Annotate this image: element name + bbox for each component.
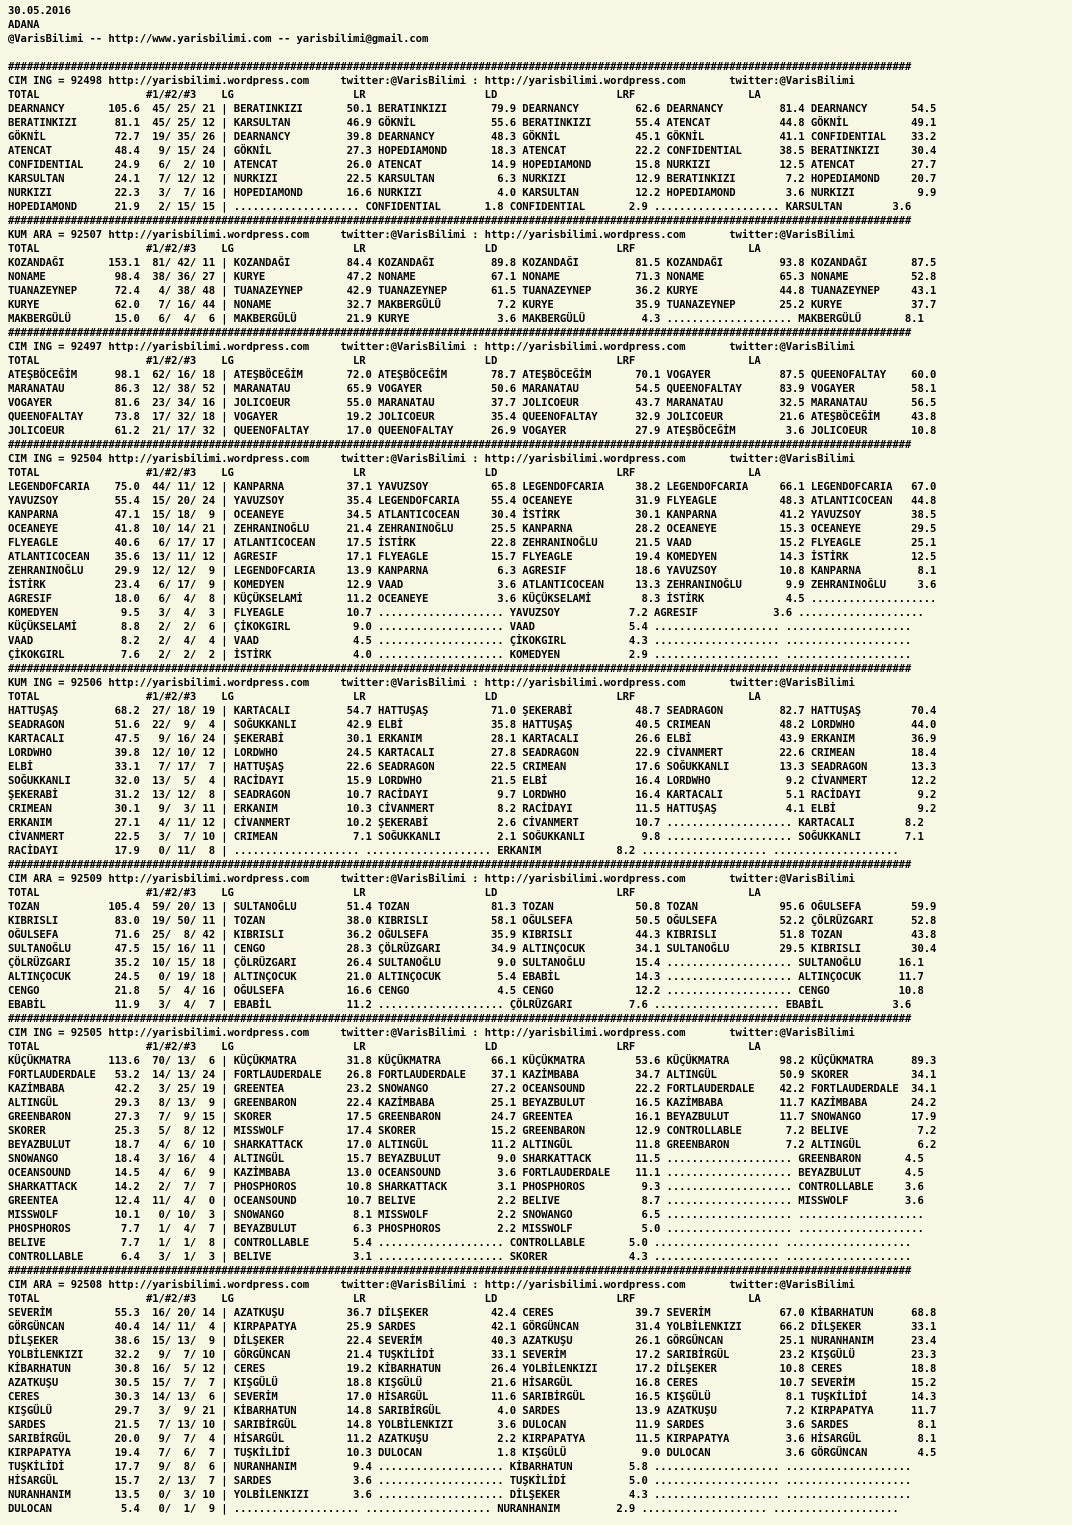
table-row: OCEANEYE 41.8 10/ 14/ 21 | ZEHRANINOĞLU 21.4 ZEHRANINOĞLU 25.5 KANPARNA 28.2 OCEANEYE 15.3 OCEANEYE 29.5 xyxy=(8,523,937,535)
table-row: HİSARGÜL 15.7 2/ 13/ 7 | SARDES 3.6 .................... TUŞKİLİDİ 5.0 .................... .................... xyxy=(8,1475,912,1487)
table-row: SEADRAGON 51.6 22/ 9/ 4 | SOĞUKKANLI 42.9 ELBİ 35.8 HATTUŞAŞ 40.5 CRIMEAN 48.2 LORDWHO 44.0 xyxy=(8,719,937,731)
table-row: FLYEAGLE 40.6 6/ 17/ 17 | ATLANTICOCEAN 17.5 İSTİRK 22.8 ZEHRANINOĞLU 21.5 VAAD 15.2 FLYEAGLE 25.1 xyxy=(8,537,937,549)
table-row: SEVERİM 55.3 16/ 20/ 14 | AZATKUŞU 36.7 DİLŞEKER 42.4 CERES 39.7 SEVERİM 67.0 KİBARHATUN 68.8 xyxy=(8,1307,937,1319)
table-row: ALTINGÜL 29.3 8/ 13/ 9 | GREENBARON 22.4 KAZİMBABA 25.1 BEYAZBULUT 16.5 KAZİMBABA 11.7 KAZİMBABA 24.2 xyxy=(8,1097,937,1109)
table-row: DULOCAN 5.4 0/ 1/ 9 | .................... .................... NURANHANIM 2.9 .................... .................... xyxy=(8,1503,899,1515)
table-row: CERES 30.3 14/ 13/ 6 | SEVERİM 17.0 HİSARGÜL 11.6 SARIBİRGÜL 16.5 KIŞGÜLÜ 8.1 TUŞKİLİDİ 14.3 xyxy=(8,1391,937,1403)
section-column-header: TOTAL #1/#2/#3 LG LR LD LRF LA xyxy=(8,243,761,255)
table-row: SHARKATTACK 14.2 2/ 7/ 7 | PHOSPHOROS 10.8 SHARKATTACK 3.1 PHOSPHOROS 9.3 .................... CONTROLLABLE 3.6 xyxy=(8,1181,924,1193)
table-row: TUŞKİLİDİ 17.7 9/ 8/ 6 | NURANHANIM 9.4 .................... KİBARHATUN 5.8 .................... .................... xyxy=(8,1461,912,1473)
section-column-header: TOTAL #1/#2/#3 LG LR LD LRF LA xyxy=(8,1293,761,1305)
section-column-header: TOTAL #1/#2/#3 LG LR LD LRF LA xyxy=(8,355,761,367)
table-row: CİVANMERT 22.5 3/ 7/ 10 | CRIMEAN 7.1 SOĞUKKANLI 2.1 SOĞUKKANLI 9.8 .................... SOĞUKKANLI 7.1 xyxy=(8,831,924,843)
table-row: KÜÇÜKMATRA 113.6 70/ 13/ 6 | KÜÇÜKMATRA 31.8 KÜÇÜKMATRA 66.1 KÜÇÜKMATRA 53.6 KÜÇÜKMATRA 98.2 KÜÇÜKMATRA 89.3 xyxy=(8,1055,937,1067)
section-column-header: TOTAL #1/#2/#3 LG LR LD LRF LA xyxy=(8,691,761,703)
table-row: CRIMEAN 30.1 9/ 3/ 11 | ERKANIM 10.3 CİVANMERT 8.2 RACİDAYI 11.5 HATTUŞAŞ 4.1 ELBİ 9.2 xyxy=(8,803,937,815)
table-row: KIRPAPATYA 19.4 7/ 6/ 7 | TUŞKİLİDİ 10.3 DULOCAN 1.8 KIŞGÜLÜ 9.0 DULOCAN 3.6 GÖRGÜNCAN 4.5 xyxy=(8,1447,937,1459)
table-row: PHOSPHOROS 7.7 1/ 4/ 7 | BEYAZBULUT 6.3 PHOSPHOROS 2.2 MISSWOLF 5.0 .................... .................... xyxy=(8,1223,924,1235)
table-row: BELIVE 7.7 1/ 1/ 8 | CONTROLLABLE 5.4 .................... CONTROLLABLE 5.0 .................... .................... xyxy=(8,1237,912,1249)
table-row: RACİDAYI 17.9 0/ 11/ 8 | .................... .................... ERKANIM 8.2 .................... .................... xyxy=(8,845,899,857)
section-separator: ################################################################################################################################################ xyxy=(8,859,912,871)
table-row: SARDES 21.5 7/ 13/ 10 | SARIBİRGÜL 14.8 YOLBİLENKIZI 3.6 DULOCAN 11.9 SARDES 3.6 SARDES 8.1 xyxy=(8,1419,937,1431)
table-row: ERKANIM 27.1 4/ 11/ 12 | CİVANMERT 10.2 ŞEKERABİ 2.6 CİVANMERT 10.7 .................... KARTACALI 8.2 xyxy=(8,817,924,829)
table-row: DİLŞEKER 38.6 15/ 13/ 9 | DİLŞEKER 22.4 SEVERİM 40.3 AZATKUŞU 26.1 GÖRGÜNCAN 25.1 NURANHANIM 23.4 xyxy=(8,1335,937,1347)
report-contact: @VarisBilimi -- http://www.yarisbilimi.com -- yarisbilimi@gmail.com xyxy=(8,33,429,45)
table-row: KOMEDYEN 9.5 3/ 4/ 3 | FLYEAGLE 10.7 .................... YAVUZSOY 7.2 AGRESIF 3.6 .................... xyxy=(8,607,924,619)
table-row: ATLANTICOCEAN 35.6 13/ 11/ 12 | AGRESIF 17.1 FLYEAGLE 15.7 FLYEAGLE 19.4 KOMEDYEN 14.3 İSTİRK 12.5 xyxy=(8,551,937,563)
table-row: FORTLAUDERDALE 53.2 14/ 13/ 24 | FORTLAUDERDALE 26.8 FORTLAUDERDALE 37.1 KAZİMBABA 34.7 ALTINGÜL 50.9 SKORER 34.1 xyxy=(8,1069,937,1081)
table-row: VOGAYER 81.6 23/ 34/ 16 | JOLICOEUR 55.0 MARANATAU 37.7 JOLICOEUR 43.7 MARANATAU 32.5 MARANATAU 56.5 xyxy=(8,397,937,409)
table-row: GÖRGÜNCAN 40.4 14/ 11/ 4 | KIRPAPATYA 25.9 SARDES 42.1 GÖRGÜNCAN 31.4 YOLBİLENKIZI 66.2 DİLŞEKER 33.1 xyxy=(8,1321,937,1333)
section-title: CIM ARA = 92508 http://yarisbilimi.wordpress.com twitter:@VarisBilimi : http://yarisbilimi.wordpress.com twitter:@VarisBilimi xyxy=(8,1279,855,1291)
section-title: CIM ING = 92497 http://yarisbilimi.wordpress.com twitter:@VarisBilimi : http://yarisbilimi.wordpress.com twitter:@VarisBilimi xyxy=(8,341,855,353)
table-row: EBABİL 11.9 3/ 4/ 7 | EBABİL 11.2 .................... ÇÖLRÜZGARI 7.6 .................... EBABİL 3.6 xyxy=(8,999,912,1011)
table-row: SULTANOĞLU 47.5 15/ 16/ 11 | CENGO 28.3 ÇÖLRÜZGARI 34.9 ALTINÇOCUK 34.1 SULTANOĞLU 29.5 KIBRISLI 30.4 xyxy=(8,943,937,955)
table-row: NURANHANIM 13.5 0/ 3/ 10 | YOLBİLENKIZI 3.6 .................... DİLŞEKER 4.3 .................... .................... xyxy=(8,1489,912,1501)
table-row: ŞEKERABİ 31.2 13/ 12/ 8 | SEADRAGON 10.7 RACİDAYI 9.7 LORDWHO 16.4 KARTACALI 5.1 RACİDAYI 9.2 xyxy=(8,789,937,801)
blank-line xyxy=(8,46,1072,60)
section-separator: ################################################################################################################################################ xyxy=(8,663,912,675)
table-row: ZEHRANINOĞLU 29.9 12/ 12/ 9 | LEGENDOFCARIA 13.9 KANPARNA 6.3 AGRESIF 18.6 YAVUZSOY 10.8 KANPARNA 8.1 xyxy=(8,565,937,577)
table-row: ÇÖLRÜZGARI 35.2 10/ 15/ 18 | ÇÖLRÜZGARI 26.4 SULTANOĞLU 9.0 SULTANOĞLU 15.4 .................... SULTANOĞLU 16.1 xyxy=(8,957,924,969)
table-row: SNOWANGO 18.4 3/ 16/ 4 | ALTINGÜL 15.7 BEYAZBULUT 9.0 SHARKATTACK 11.5 .................... GREENBARON 4.5 xyxy=(8,1153,924,1165)
section-title: CIM ING = 92504 http://yarisbilimi.wordpress.com twitter:@VarisBilimi : http://yarisbilimi.wordpress.com twitter:@VarisBilimi xyxy=(8,453,855,465)
table-row: MISSWOLF 10.1 0/ 10/ 3 | SNOWANGO 8.1 MISSWOLF 2.2 SNOWANGO 6.5 .................... .................... xyxy=(8,1209,924,1221)
table-row: İSTİRK 23.4 6/ 17/ 9 | KOMEDYEN 12.9 VAAD 3.6 ATLANTICOCEAN 13.3 ZEHRANINOĞLU 9.9 ZEHRANINOĞLU 3.6 xyxy=(8,579,937,591)
table-row: KİBARHATUN 30.8 16/ 5/ 12 | CERES 19.2 KİBARHATUN 26.4 YOLBİLENKIZI 17.2 DİLŞEKER 10.8 CERES 18.8 xyxy=(8,1363,937,1375)
report-city: ADANA xyxy=(8,19,40,31)
table-row: ELBİ 33.1 7/ 17/ 7 | HATTUŞAŞ 22.6 SEADRAGON 22.5 CRIMEAN 17.6 SOĞUKKANLI 13.3 SEADRAGON 13.3 xyxy=(8,761,937,773)
table-row: KAZİMBABA 42.2 3/ 25/ 19 | GREENTEA 23.2 SNOWANGO 27.2 OCEANSOUND 22.2 FORTLAUDERDALE 42.2 FORTLAUDERDALE 34.1 xyxy=(8,1083,937,1095)
section-separator: ################################################################################################################################################ xyxy=(8,1265,912,1277)
section-column-header: TOTAL #1/#2/#3 LG LR LD LRF LA xyxy=(8,467,761,479)
section-title: CIM ARA = 92509 http://yarisbilimi.wordpress.com twitter:@VarisBilimi : http://yarisbilimi.wordpress.com twitter:@VarisBilimi xyxy=(8,873,855,885)
table-row: SOĞUKKANLI 32.0 13/ 5/ 4 | RACİDAYI 15.9 LORDWHO 21.5 ELBİ 16.4 LORDWHO 9.2 CİVANMERT 12.2 xyxy=(8,775,937,787)
section-separator: ################################################################################################################################################ xyxy=(8,439,912,451)
section-column-header: TOTAL #1/#2/#3 LG LR LD LRF LA xyxy=(8,887,761,899)
report-date: 30.05.2016 xyxy=(8,5,71,17)
table-row: KURYE 62.0 7/ 16/ 44 | NONAME 32.7 MAKBERGÜLÜ 7.2 KURYE 35.9 TUANAZEYNEP 25.2 KURYE 37.7 xyxy=(8,299,937,311)
section-column-header: TOTAL #1/#2/#3 LG LR LD LRF LA xyxy=(8,89,761,101)
section-title: KUM ING = 92506 http://yarisbilimi.wordpress.com twitter:@VarisBilimi : http://yarisbilimi.wordpress.com twitter:@VarisBilimi xyxy=(8,677,855,689)
table-row: NURKIZI 22.3 3/ 7/ 16 | HOPEDIAMOND 16.6 NURKIZI 4.0 KARSULTAN 12.2 HOPEDIAMOND 3.6 NURKIZI 9.9 xyxy=(8,187,937,199)
table-row: BERATINKIZI 81.1 45/ 25/ 12 | KARSULTAN 46.9 GÖKNİL 55.6 BERATINKIZI 55.4 ATENCAT 44.8 GÖKNİL 49.1 xyxy=(8,117,937,129)
table-row: YOLBİLENKIZI 32.2 9/ 7/ 10 | GÖRGÜNCAN 21.4 TUŞKİLİDİ 33.1 SEVERİM 17.2 SARIBİRGÜL 23.2 KIŞGÜLÜ 23.3 xyxy=(8,1349,937,1361)
section-separator: ################################################################################################################################################ xyxy=(8,327,912,339)
table-row: QUEENOFALTAY 73.8 17/ 32/ 18 | VOGAYER 19.2 JOLICOEUR 35.4 QUEENOFALTAY 32.9 JOLICOEUR 21.6 ATEŞBÖCEĞİM 43.8 xyxy=(8,411,937,423)
table-row: YAVUZSOY 55.4 15/ 20/ 24 | YAVUZSOY 35.4 LEGENDOFCARIA 55.4 OCEANEYE 31.9 FLYEAGLE 48.3 ATLANTICOCEAN 44.8 xyxy=(8,495,937,507)
table-row: KIŞGÜLÜ 29.7 3/ 9/ 21 | KİBARHATUN 14.8 SARIBİRGÜL 4.0 SARDES 13.9 AZATKUŞU 7.2 KIRPAPATYA 11.7 xyxy=(8,1405,937,1417)
table-row: CONFIDENTIAL 24.9 6/ 2/ 10 | ATENCAT 26.0 ATENCAT 14.9 HOPEDIAMOND 15.8 NURKIZI 12.5 ATENCAT 27.7 xyxy=(8,159,937,171)
table-row: DEARNANCY 105.6 45/ 25/ 21 | BERATINKIZI 50.1 BERATINKIZI 79.9 DEARNANCY 62.6 DEARNANCY 81.4 DEARNANCY 54.5 xyxy=(8,103,937,115)
table-row: MARANATAU 86.3 12/ 38/ 52 | MARANATAU 65.9 VOGAYER 50.6 MARANATAU 54.5 QUEENOFALTAY 83.9 VOGAYER 58.1 xyxy=(8,383,937,395)
section-separator: ################################################################################################################################################ xyxy=(8,215,912,227)
table-row: TUANAZEYNEP 72.4 4/ 38/ 48 | TUANAZEYNEP 42.9 TUANAZEYNEP 61.5 TUANAZEYNEP 36.2 KURYE 44.8 TUANAZEYNEP 43.1 xyxy=(8,285,937,297)
table-row: GÖKNİL 72.7 19/ 35/ 26 | DEARNANCY 39.8 DEARNANCY 48.3 GÖKNİL 45.1 GÖKNİL 41.1 CONFIDENTIAL 33.2 xyxy=(8,131,937,143)
table-row: JOLICOEUR 61.2 21/ 17/ 32 | QUEENOFALTAY 17.0 QUEENOFALTAY 26.9 VOGAYER 27.9 ATEŞBÖCEĞİM 3.6 JOLICOEUR 10.8 xyxy=(8,425,937,437)
table-row: ATENCAT 48.4 9/ 15/ 24 | GÖKNİL 27.3 HOPEDIAMOND 18.3 ATENCAT 22.2 CONFIDENTIAL 38.5 BERATINKIZI 30.4 xyxy=(8,145,937,157)
table-row: KARSULTAN 24.1 7/ 12/ 12 | NURKIZI 22.5 KARSULTAN 6.3 NURKIZI 12.9 BERATINKIZI 7.2 HOPEDIAMOND 20.7 xyxy=(8,173,937,185)
section-column-header: TOTAL #1/#2/#3 LG LR LD LRF LA xyxy=(8,1041,761,1053)
table-row: KÜÇÜKSELAMİ 8.8 2/ 2/ 6 | ÇİKOKGIRL 9.0 .................... VAAD 5.4 .................... .................... xyxy=(8,621,912,633)
table-row: CENGO 21.8 5/ 4/ 16 | OĞULSEFA 16.6 CENGO 4.5 CENGO 12.2 .................... CENGO 10.8 xyxy=(8,985,924,997)
table-row: KOZANDAĞI 153.1 81/ 42/ 11 | KOZANDAĞI 84.4 KOZANDAĞI 89.8 KOZANDAĞI 81.5 KOZANDAĞI 93.8 KOZANDAĞI 87.5 xyxy=(8,257,937,269)
table-row: GREENBARON 27.3 7/ 9/ 15 | SKORER 17.5 GREENBARON 24.7 GREENTEA 16.1 BEYAZBULUT 11.7 SNOWANGO 17.9 xyxy=(8,1111,937,1123)
table-row: SARIBİRGÜL 20.0 9/ 7/ 4 | HİSARGÜL 11.2 AZATKUŞU 2.2 KIRPAPATYA 11.5 KIRPAPATYA 3.6 HİSARGÜL 8.1 xyxy=(8,1433,937,1445)
table-row: GREENTEA 12.4 11/ 4/ 0 | OCEANSOUND 10.7 BELIVE 2.2 BELIVE 8.7 .................... MISSWOLF 3.6 xyxy=(8,1195,924,1207)
section-separator: ################################################################################################################################################ xyxy=(8,1013,912,1025)
table-row: CONTROLLABLE 6.4 3/ 1/ 3 | BELIVE 3.1 .................... SKORER 4.3 .................... .................... xyxy=(8,1251,912,1263)
section-separator: ################################################################################################################################################ xyxy=(8,61,912,73)
table-row: OCEANSOUND 14.5 4/ 6/ 9 | KAZİMBABA 13.0 OCEANSOUND 3.6 FORTLAUDERDALE 11.1 .................... BEYAZBULUT 4.5 xyxy=(8,1167,924,1179)
table-row: LEGENDOFCARIA 75.0 44/ 11/ 12 | KANPARNA 37.1 YAVUZSOY 65.8 LEGENDOFCARIA 38.2 LEGENDOFCARIA 66.1 LEGENDOFCARIA 67.0 xyxy=(8,481,937,493)
table-row: VAAD 8.2 2/ 4/ 4 | VAAD 4.5 .................... ÇİKOKGIRL 4.3 .................... .................... xyxy=(8,635,912,647)
section-title: CIM ING = 92498 http://yarisbilimi.wordpress.com twitter:@VarisBilimi : http://yarisbilimi.wordpress.com twitter:@VarisBilimi xyxy=(8,75,855,87)
table-row: ATEŞBÖCEĞİM 98.1 62/ 16/ 18 | ATEŞBÖCEĞİM 72.0 ATEŞBÖCEĞİM 78.7 ATEŞBÖCEĞİM 70.1 VOGAYER 87.5 QUEENOFALTAY 60.0 xyxy=(8,369,937,381)
table-row: OĞULSEFA 71.6 25/ 8/ 42 | KIBRISLI 36.2 OĞULSEFA 35.9 KIBRISLI 44.3 KIBRISLI 51.8 TOZAN 43.8 xyxy=(8,929,937,941)
table-row: ÇİKOKGIRL 7.6 2/ 2/ 2 | İSTİRK 4.0 .................... KOMEDYEN 2.9 .................... .................... xyxy=(8,649,912,661)
section-title: CIM ING = 92505 http://yarisbilimi.wordpress.com twitter:@VarisBilimi : http://yarisbilimi.wordpress.com twitter:@VarisBilimi xyxy=(8,1027,855,1039)
table-row: AGRESIF 18.0 6/ 4/ 8 | KÜÇÜKSELAMİ 11.2 OCEANEYE 3.6 KÜÇÜKSELAMİ 8.3 İSTİRK 4.5 .................... xyxy=(8,593,937,605)
table-row: KIBRISLI 83.0 19/ 50/ 11 | TOZAN 38.0 KIBRISLI 58.1 OĞULSEFA 50.5 OĞULSEFA 52.2 ÇÖLRÜZGARI 52.8 xyxy=(8,915,937,927)
table-row: SKORER 25.3 5/ 8/ 12 | MISSWOLF 17.4 SKORER 15.2 GREENBARON 12.9 CONTROLLABLE 7.2 BELIVE 7.2 xyxy=(8,1125,937,1137)
table-row: HATTUŞAŞ 68.2 27/ 18/ 19 | KARTACALI 54.7 HATTUŞAŞ 71.0 ŞEKERABİ 48.7 SEADRAGON 82.7 HATTUŞAŞ 70.4 xyxy=(8,705,937,717)
table-row: KANPARNA 47.1 15/ 18/ 9 | OCEANEYE 34.5 ATLANTICOCEAN 30.4 İSTİRK 30.1 KANPARNA 41.2 YAVUZSOY 38.5 xyxy=(8,509,937,521)
table-row: LORDWHO 39.8 12/ 10/ 12 | LORDWHO 24.5 KARTACALI 27.8 SEADRAGON 22.9 CİVANMERT 22.6 CRIMEAN 18.4 xyxy=(8,747,937,759)
table-row: NONAME 98.4 38/ 36/ 27 | KURYE 47.2 NONAME 67.1 NONAME 71.3 NONAME 65.3 NONAME 52.8 xyxy=(8,271,937,283)
table-row: TOZAN 105.4 59/ 20/ 13 | SULTANOĞLU 51.4 TOZAN 81.3 TOZAN 50.8 TOZAN 95.6 OĞULSEFA 59.9 xyxy=(8,901,937,913)
table-row: KARTACALI 47.5 9/ 16/ 24 | ŞEKERABİ 30.1 ERKANIM 28.1 KARTACALI 26.6 ELBİ 43.9 ERKANIM 36.9 xyxy=(8,733,937,745)
table-row: AZATKUŞU 30.5 15/ 7/ 7 | KIŞGÜLÜ 18.8 KIŞGÜLÜ 21.6 HİSARGÜL 16.8 CERES 10.7 SEVERİM 15.2 xyxy=(8,1377,937,1389)
section-title: KUM ARA = 92507 http://yarisbilimi.wordpress.com twitter:@VarisBilimi : http://yarisbilimi.wordpress.com twitter:@VarisBilimi xyxy=(8,229,855,241)
table-row: MAKBERGÜLÜ 15.0 6/ 4/ 6 | MAKBERGÜLÜ 21.9 KURYE 3.6 MAKBERGÜLÜ 4.3 .................... MAKBERGÜLÜ 8.1 xyxy=(8,313,924,325)
table-row: HOPEDIAMOND 21.9 2/ 15/ 15 | .................... CONFIDENTIAL 1.8 CONFIDENTIAL 2.9 .................... KARSULTAN 3.6 xyxy=(8,201,912,213)
table-row: ALTINÇOCUK 24.5 0/ 19/ 18 | ALTINÇOCUK 21.0 ALTINÇOCUK 5.4 EBABİL 14.3 .................... ALTINÇOCUK 11.7 xyxy=(8,971,924,983)
table-row: BEYAZBULUT 18.7 4/ 6/ 10 | SHARKATTACK 17.0 ALTINGÜL 11.2 ALTINGÜL 11.8 GREENBARON 7.2 ALTINGÜL 6.2 xyxy=(8,1139,937,1151)
